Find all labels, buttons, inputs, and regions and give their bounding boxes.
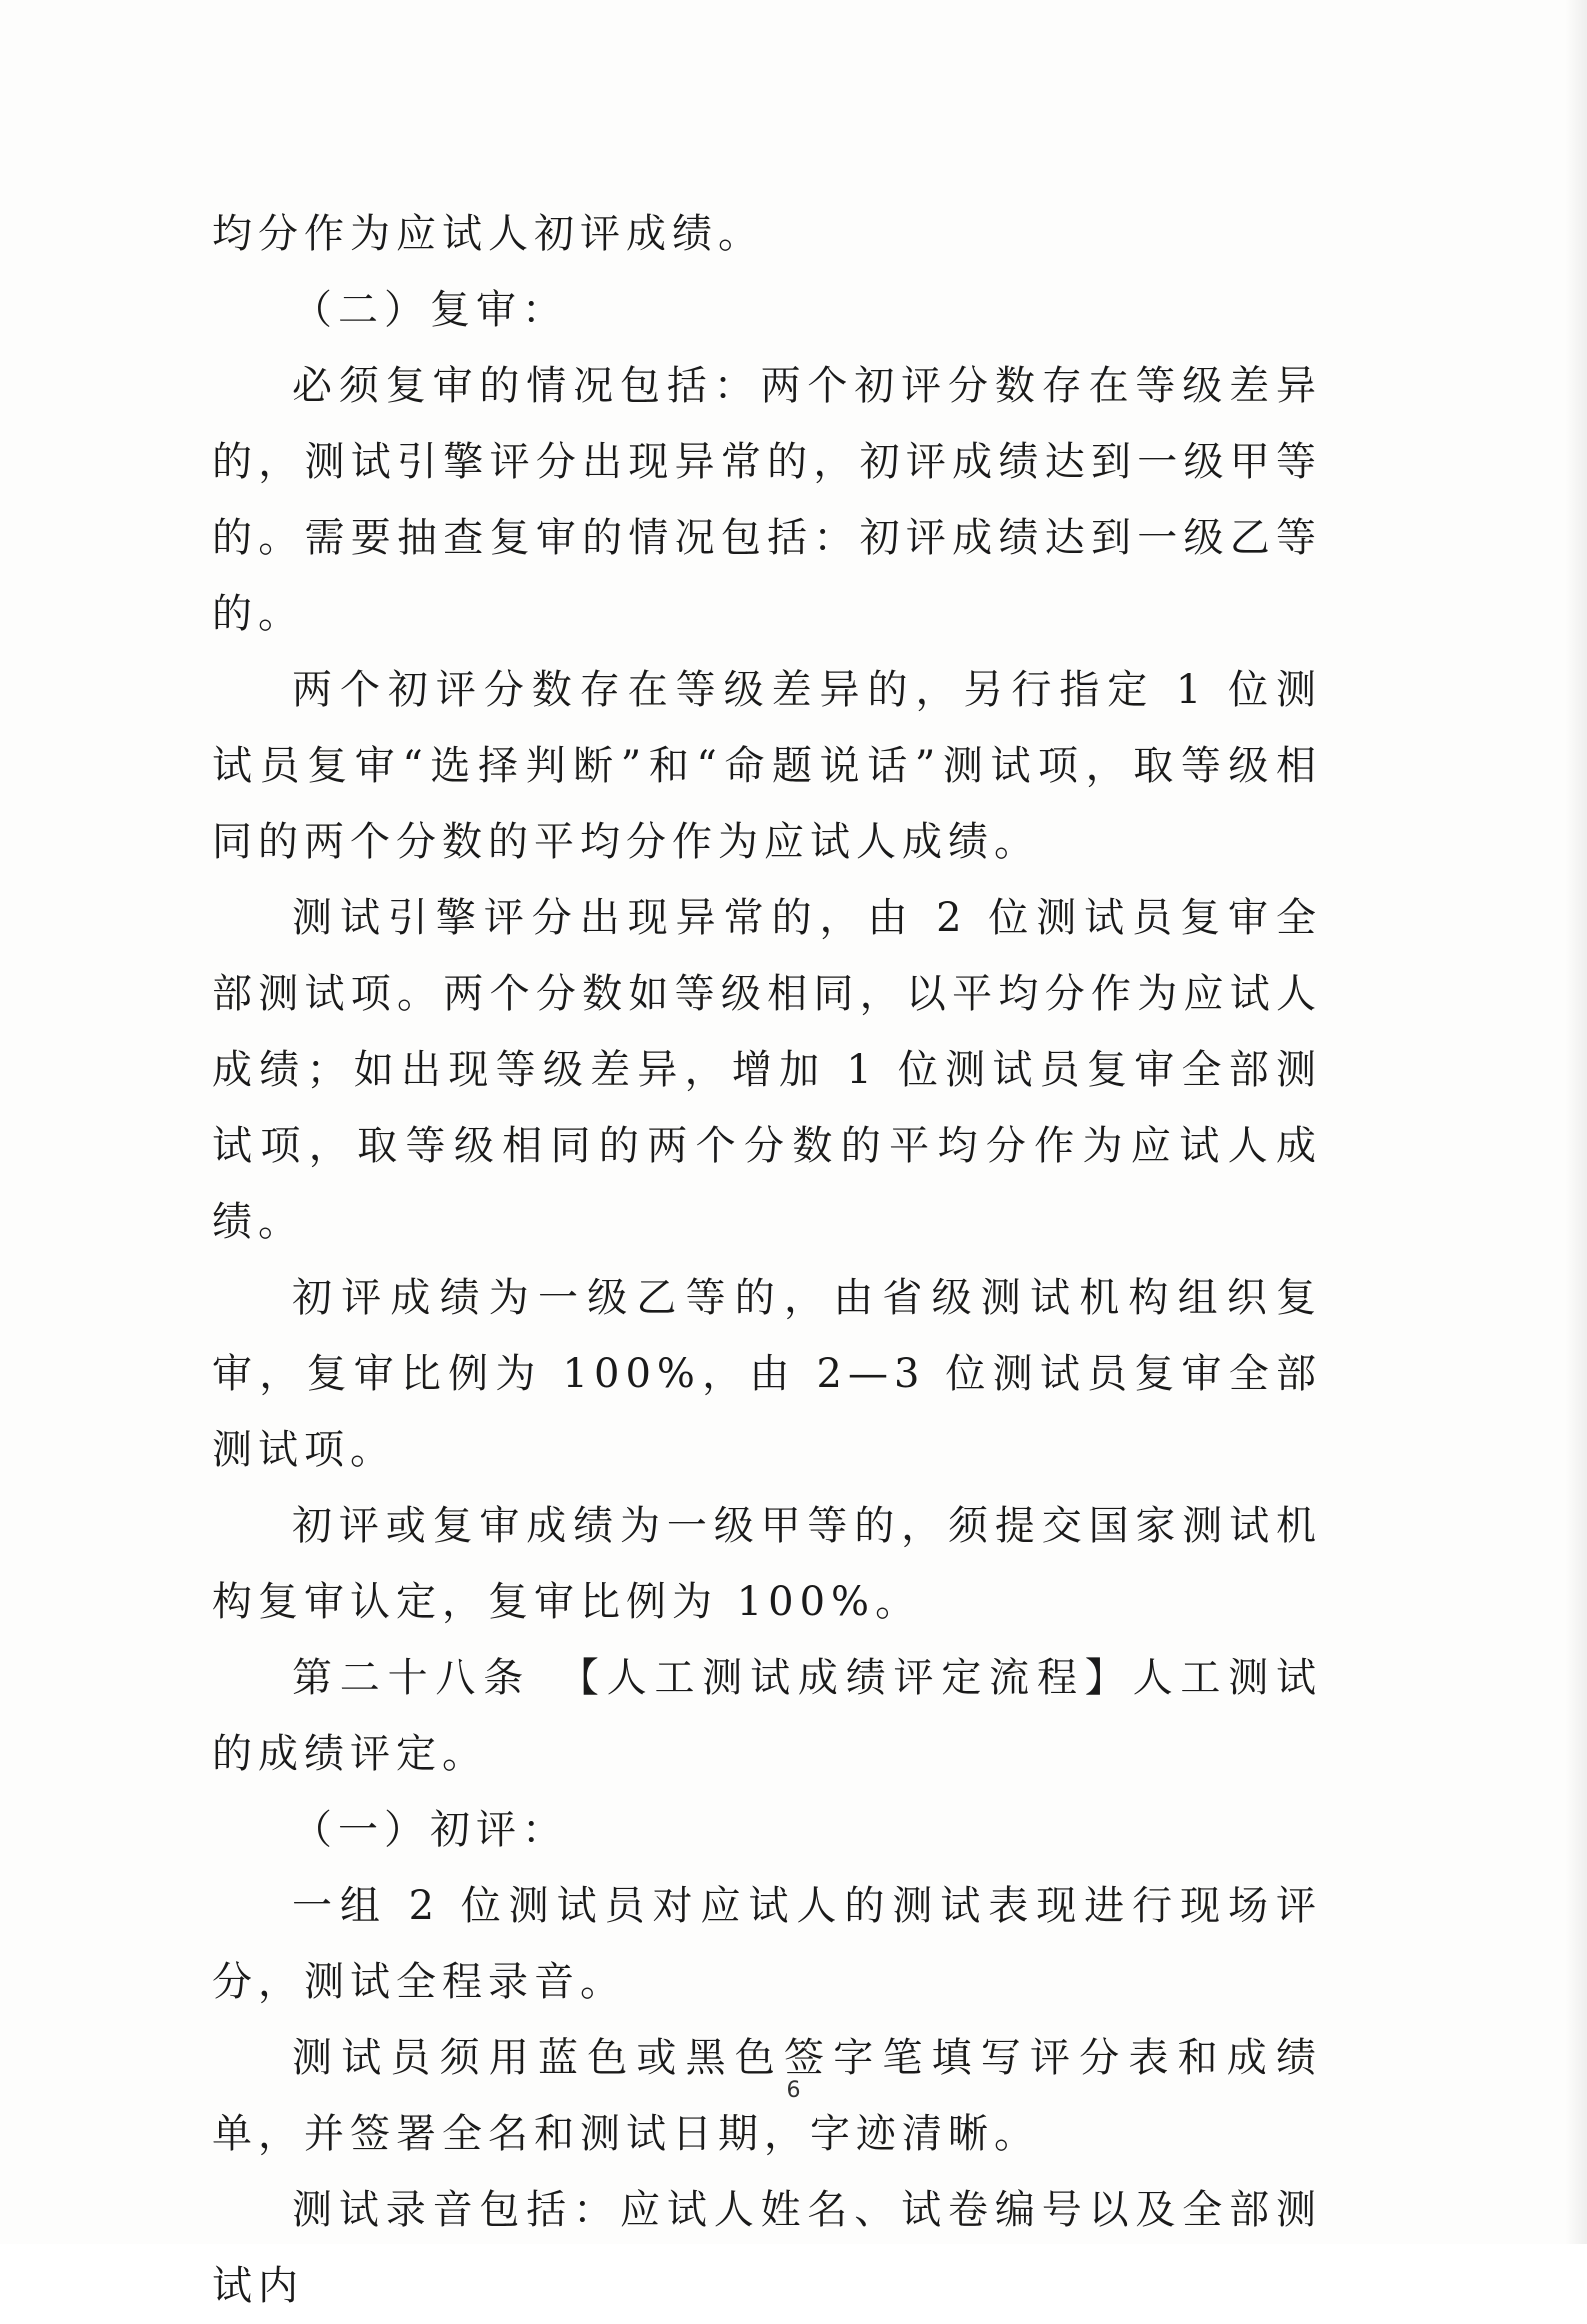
- body-text: [212, 196, 1322, 2324]
- scan-edge-shadow: [1565, 0, 1587, 2244]
- paragraph: 初评成绩为一级乙等的，由省级测试机构组织复审，复审比例为 100%，由 2—3 位测试员复审全部测试项。: [212, 1275, 1322, 1473]
- paragraph-continuation: 均分作为应试人初评成绩。: [212, 211, 764, 257]
- paragraph: 两个初评分数存在等级差异的，另行指定 1 位测试员复审“选择判断”和“命题说话”测试项，取等级相同的两个分数的平均分作为应试人成绩。: [212, 667, 1322, 865]
- paragraph: 测试录音包括：应试人姓名、试卷编号以及全部测试内: [212, 2187, 1322, 2309]
- paragraph: 初评或复审成绩为一级甲等的，须提交国家测试机构复审认定，复审比例为 100%。: [212, 1503, 1322, 1625]
- section-heading-initial: （一）初评：: [292, 1807, 568, 1853]
- section-heading-review: （二）复审：: [292, 287, 568, 333]
- paragraph: 测试引擎评分出现异常的，由 2 位测试员复审全部测试项。两个分数如等级相同，以平均分作为应试人成绩；如出现等级差异，增加 1 位测试员复审全部测试项，取等级相同的两个分数的平均分作为应试人成绩。: [212, 895, 1322, 1245]
- paragraph: 一组 2 位测试员对应试人的测试表现进行现场评分，测试全程录音。: [212, 1883, 1322, 2005]
- paragraph: 必须复审的情况包括：两个初评分数存在等级差异的，测试引擎评分出现异常的，初评成绩达到一级甲等的。需要抽查复审的情况包括：初评成绩达到一级乙等的。: [212, 363, 1322, 637]
- paragraph: 测试员须用蓝色或黑色签字笔填写评分表和成绩单，并签署全名和测试日期，字迹清晰。: [212, 2035, 1322, 2157]
- article-heading: 第二十八条 【人工测试成绩评定流程】人工测试的成绩评定。: [212, 1655, 1322, 1777]
- page-number: 6: [786, 2078, 801, 2103]
